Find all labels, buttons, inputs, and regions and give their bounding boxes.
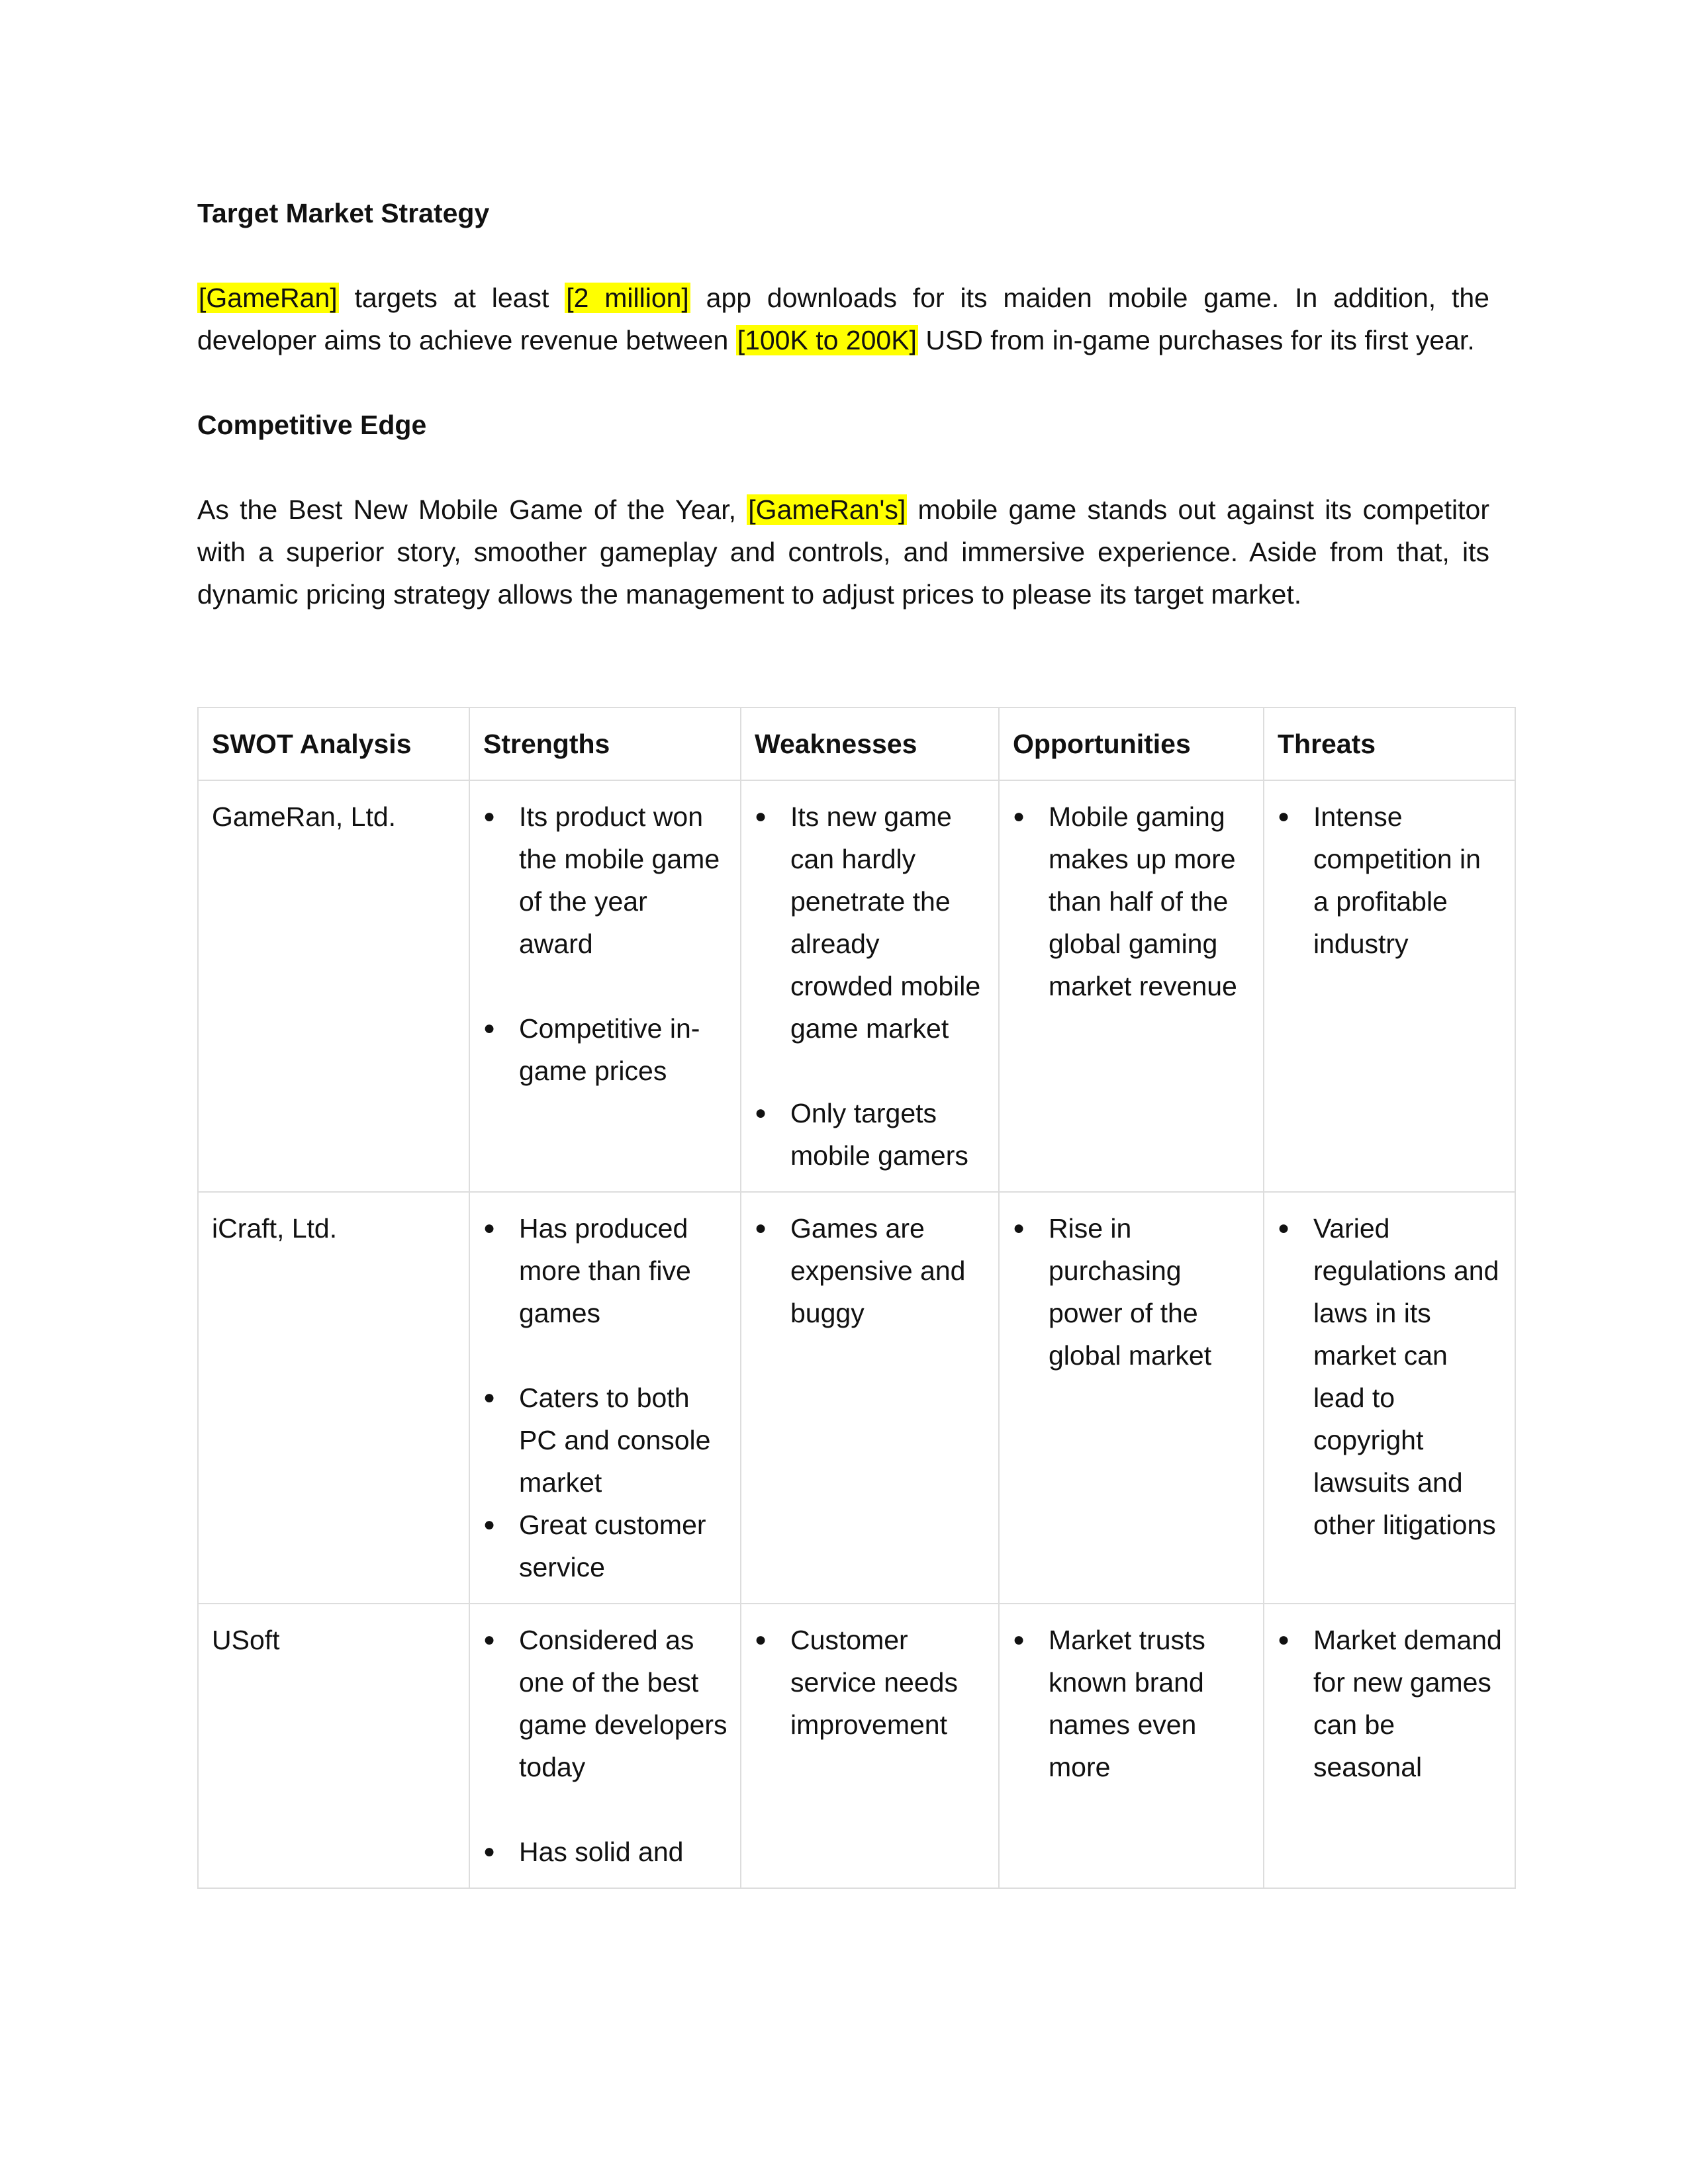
list-item: ● Caters to both PC and console market xyxy=(519,1377,728,1504)
header-strengths: Strengths xyxy=(469,707,741,780)
list-item: ● Competitive in-game prices xyxy=(519,1007,728,1092)
target-market-paragraph xyxy=(197,277,1489,361)
list-item: ● Intense competition in a profitable industry xyxy=(1313,796,1503,965)
weaknesses-cell xyxy=(741,1192,999,1604)
opportunities-cell xyxy=(999,780,1264,1192)
threats-cell xyxy=(1264,780,1515,1192)
list-item: ● Only targets mobile gamers xyxy=(790,1092,986,1177)
header-weaknesses: Weaknesses xyxy=(741,707,999,780)
header-opportunities: Opportunities xyxy=(999,707,1264,780)
list-item: ● Has solid and xyxy=(519,1831,728,1873)
strengths-cell xyxy=(469,1192,741,1604)
list-item: ● Customer service needs improvement xyxy=(790,1619,986,1746)
list-item: ● Games are expensive and buggy xyxy=(790,1207,986,1334)
list-item: ● Its product won the mobile game of the year award xyxy=(519,796,728,965)
company-cell: iCraft, Ltd. xyxy=(198,1192,469,1604)
opportunities-cell xyxy=(999,1604,1264,1888)
competitive-edge-paragraph xyxy=(197,488,1489,615)
list-item: ● Varied regulations and laws in its market can lead to copyright lawsuits and other litigations xyxy=(1313,1207,1503,1546)
swot-table xyxy=(197,707,1516,1889)
paragraph-text: USD from in-game purchases for its first year. xyxy=(917,325,1475,355)
threats-cell xyxy=(1264,1192,1515,1604)
paragraph-text: targets at least xyxy=(338,283,565,313)
paragraph-text: mobile game stands out against its competitor with a superior story, smoother gameplay and controls, and immersive experience. Aside from that, its dynamic pricing strategy allows the management to adjust prices to please its target market. xyxy=(197,494,1489,610)
document-page xyxy=(197,192,1489,615)
list-item: ● Market demand for new games can be seasonal xyxy=(1313,1619,1503,1788)
table-row xyxy=(198,780,1515,1192)
table-row xyxy=(198,1192,1515,1604)
list-item: ● Market trusts known brand names even more xyxy=(1049,1619,1251,1788)
revenue-placeholder: [100K to 200K] xyxy=(737,325,917,355)
paragraph-text: app downloads for its maiden mobile game. In addition, the developer aims to achieve revenue between xyxy=(197,283,1489,355)
downloads-placeholder: [2 million] xyxy=(566,283,689,313)
header-threats: Threats xyxy=(1264,707,1515,780)
list-item: ● Mobile gaming makes up more than half of the global gaming market revenue xyxy=(1049,796,1251,1007)
paragraph-text: As the Best New Mobile Game of the Year, xyxy=(197,494,747,525)
company-placeholder: [GameRan] xyxy=(199,283,338,313)
list-item: ● Has produced more than five games xyxy=(519,1207,728,1334)
list-item: ● Rise in purchasing power of the global market xyxy=(1049,1207,1251,1377)
list-item: ● Considered as one of the best game developers today xyxy=(519,1619,728,1788)
table-row xyxy=(198,1604,1515,1888)
competitive-edge-heading: Competitive Edge xyxy=(197,410,427,440)
header-swot-analysis: SWOT Analysis xyxy=(198,707,469,780)
swot-header-row xyxy=(198,707,1515,780)
company-cell: USoft xyxy=(198,1604,469,1888)
company-placeholder: [GameRan's] xyxy=(748,494,906,525)
list-item: ● Its new game can hardly penetrate the already crowded mobile game market xyxy=(790,796,986,1050)
opportunities-cell xyxy=(999,1192,1264,1604)
list-item: ● Great customer service xyxy=(519,1504,728,1588)
company-cell: GameRan, Ltd. xyxy=(198,780,469,1192)
target-market-heading: Target Market Strategy xyxy=(197,198,490,228)
weaknesses-cell xyxy=(741,780,999,1192)
strengths-cell xyxy=(469,1604,741,1888)
strengths-cell xyxy=(469,780,741,1192)
threats-cell xyxy=(1264,1604,1515,1888)
weaknesses-cell xyxy=(741,1604,999,1888)
